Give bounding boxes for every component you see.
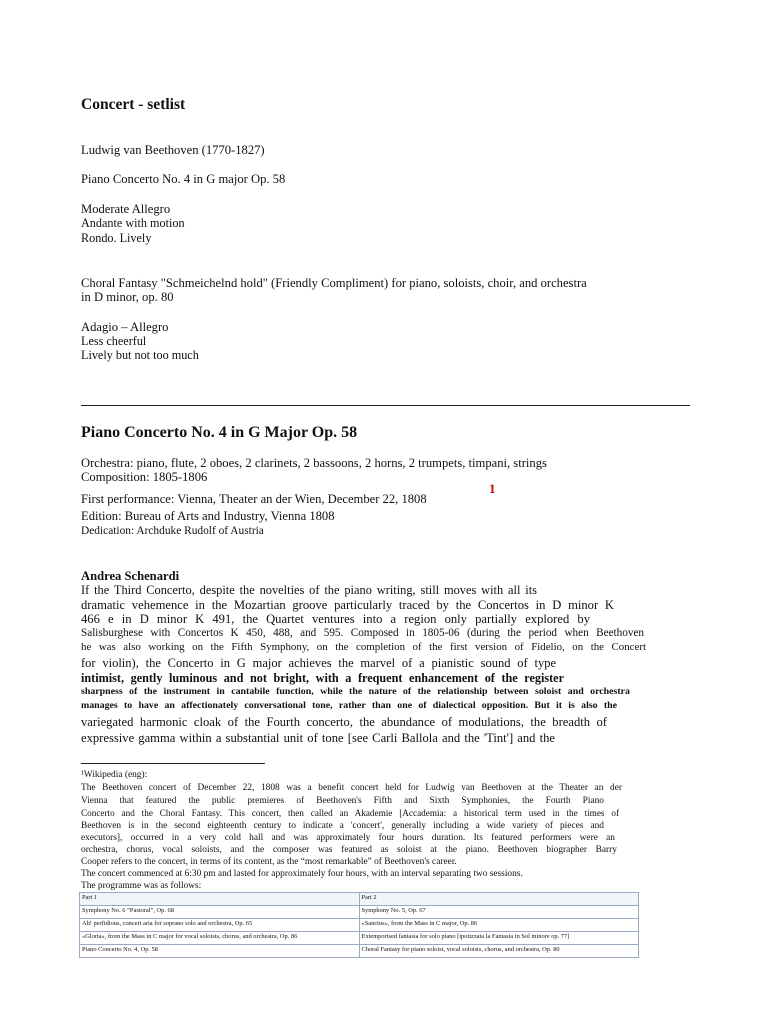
composer-line: Ludwig van Beethoven (1770-1827) [81,143,265,157]
piece2-movement-2: Less cheerful [81,334,147,348]
table-row [80,945,639,958]
footnote-reference[interactable]: 1 [489,481,496,496]
table-row [80,919,639,932]
footnote-line: Vienna that featured the public premieres of Beethoven's Fifth and Sixth Symphonies, the Fourth Piano [81,796,604,806]
footnote-divider [81,763,265,764]
body-line: dramatic vehemence in the Mozartian groove particularly traced by the Concertos in D minor K [81,598,614,612]
table-row [80,906,639,919]
section-title: Piano Concerto No. 4 in G Major Op. 58 [81,424,358,441]
body-line: variegated harmonic cloak of the Fourth concerto, the abundance of modulations, the breadth of [81,715,607,729]
table-header-row [80,893,639,906]
piece2-movement-1: Adagio – Allegro [81,320,169,334]
dedication-line: Dedication: Archduke Rudolf of Austria [81,525,264,537]
body-line: for violin), the Concerto in G major achieves the marvel of a pianistic sound of type [81,656,556,670]
orchestra-line: Orchestra: piano, flute, 2 oboes, 2 clarinets, 2 bassoons, 2 horns, 2 trumpets, timpani, strings [81,456,547,470]
footnote-line: The programme was as follows: [81,881,202,891]
footnote-line: The concert commenced at 6:30 pm and lasted for approximately four hours, with an interval separating two sessions. [81,869,523,879]
body-line: he was also working on the Fifth Symphony, on the completion of the first version of Fidelio, on the Concert [81,641,646,653]
table-cell: Extemporised fantasia for solo piano [ipotizzata la Fantasia in Sol minore op. 77] [359,932,639,945]
body-line: sharpness of the instrument in cantabile function, while the nature of the relationship between soloist and orchestra [81,686,630,697]
table-cell: Symphony No. 6 “Pastoral”, Op. 68 [80,906,360,919]
author-name: Andrea Schenardi [81,569,180,583]
piece1-movement-2: Andante with motion [81,216,185,230]
piece1-movement-3: Rondo. Lively [81,231,152,245]
body-line: intimist, gently luminous and not bright, with a frequent enhancement of the register [81,671,564,685]
footnote-line: Beethoven is in the second eighteenth century to indicate a 'concert', generally including a wide variety of pieces and [81,821,604,831]
page-title: Concert - setlist [81,96,186,113]
section-divider [81,405,690,406]
table-cell: «Gloria», from the Mass in C major for vocal soloists, chorus, and orchestra, Op. 86 [80,932,360,945]
programme-table [79,892,639,958]
table-cell: Choral Fantasy for piano soloist, vocal soloists, chorus, and orchestra, Op. 80 [359,945,639,958]
first-performance-line: First performance: Vienna, Theater an der Wien, December 22, 1808 [81,492,427,506]
body-line: Salisburghese with Concertos K 450, 488, and 595. Composed in 1805-06 (during the period when Beethoven [81,627,644,639]
footnote-line: orchestra, chorus, vocal soloists, and the composer was featured as soloist at the piano. Beethoven biographer Barry [81,845,617,855]
footnote-line: executors], occurred in a very cold hall and was approximately four hours duration. Its featured performers were an [81,833,615,843]
table-cell: «Sanctus», from the Mass in C major, Op. 86 [359,919,639,932]
piece1-movement-1: Moderate Allegro [81,202,171,216]
footnote-line: Concerto and the Choral Fantasy. This concert, then called an Akademie [Accademia: a historical term used in the times of [81,808,619,818]
edition-line: Edition: Bureau of Arts and Industry, Vienna 1808 [81,509,335,523]
composition-line: Composition: 1805-1806 [81,470,208,484]
table-cell: Symphony No. 5, Op. 67 [359,906,639,919]
piece2-title-line2: in D minor, op. 80 [81,290,174,304]
body-line: 466 e in D minor K 491, the Quartet ventures into a region only partially explored by [81,612,590,626]
piece2-movement-3: Lively but not too much [81,348,199,362]
table-row [80,932,639,945]
footnote-label: ¹Wikipedia (eng): [81,770,148,780]
piece1-title: Piano Concerto No. 4 in G major Op. 58 [81,172,286,186]
footnote-line: Cooper refers to the concert, in terms of its content, as the “most remarkable” of Beethoven's career. [81,857,457,867]
piece2-title-line1: Choral Fantasy "Schmeichelnd hold" (Friendly Compliment) for piano, soloists, choir, and orchestra [81,276,587,290]
body-line: manages to have an affectionately conversational tone, rather than one of dialectical opposition. But it is also the [81,700,617,711]
body-line: If the Third Concerto, despite the novelties of the piano writing, still moves with all its [81,583,537,597]
body-line: expressive gamma within a substantial unit of tone [see Carli Ballola and the 'Tint'] and the [81,731,555,745]
table-header-part2: Part 2 [359,893,639,906]
table-header-part1: Part 1 [80,893,360,906]
table-cell: Piano Concerto No. 4, Op. 58 [80,945,360,958]
footnote-line: The Beethoven concert of December 22, 1808 was a benefit concert held for Ludwig van Beethoven at the Theater an der [81,783,622,793]
table-cell: Ah! perfidious, concert aria for soprano solo and orchestra, Op. 65 [80,919,360,932]
